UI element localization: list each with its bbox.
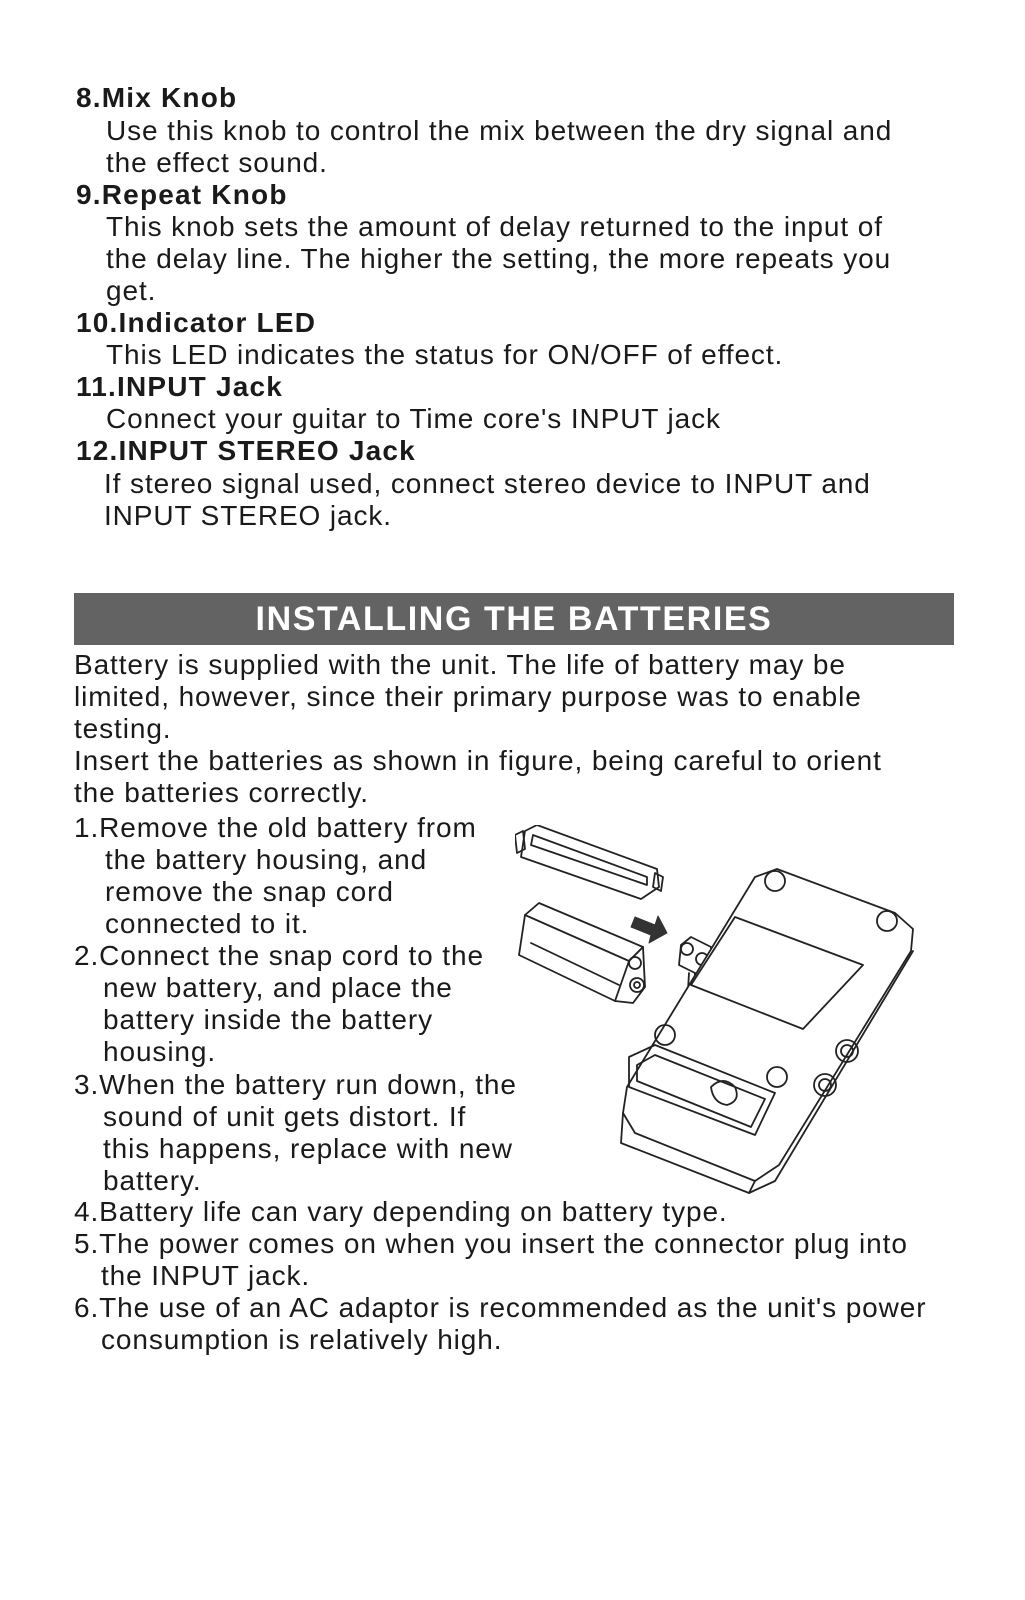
- step-line: sound of unit gets distort. If: [103, 1101, 467, 1132]
- feature-text: This LED indicates the status for ON/OFF of effect.: [106, 339, 784, 370]
- feature-heading: 10.Indicator LED: [76, 307, 317, 338]
- feature-text: the delay line. The higher the setting, the more repeats you: [106, 243, 892, 274]
- battery-installation-figure: [515, 825, 935, 1195]
- intro-line: Battery is supplied with the unit. The life of battery may be: [74, 649, 846, 680]
- section-title-banner: INSTALLING THE BATTERIES: [74, 593, 954, 645]
- intro-line: limited, however, since their primary purpose was to enable: [74, 681, 862, 712]
- intro-line: testing.: [74, 713, 172, 744]
- feature-text: the effect sound.: [106, 147, 328, 178]
- step-line: 2.Connect the snap cord to the: [74, 940, 484, 971]
- feature-text: INPUT STEREO jack.: [104, 500, 392, 531]
- feature-text: If stereo signal used, connect stereo device to INPUT and: [104, 468, 871, 499]
- step-line: the battery housing, and: [105, 844, 428, 875]
- arrow-right-icon: [631, 916, 667, 943]
- battery-cover-icon: [515, 825, 663, 899]
- pedal-unit-icon: [621, 869, 913, 1193]
- feature-heading: 11.INPUT Jack: [76, 371, 284, 402]
- step-line: 5.The power comes on when you insert the connector plug into: [74, 1228, 908, 1259]
- feature-heading: 12.INPUT STEREO Jack: [76, 435, 416, 466]
- step-line: battery.: [103, 1165, 202, 1196]
- feature-text: This knob sets the amount of delay returned to the input of: [106, 211, 883, 242]
- step-line: consumption is relatively high.: [101, 1324, 503, 1355]
- step-line: 4.Battery life can vary depending on battery type.: [74, 1196, 728, 1227]
- step-line: battery inside the battery: [103, 1004, 434, 1035]
- feature-text: Connect your guitar to Time core's INPUT jack: [106, 403, 721, 434]
- intro-line: Insert the batteries as shown in figure, being careful to orient: [74, 745, 882, 776]
- step-line: the INPUT jack.: [101, 1260, 311, 1291]
- feature-text: get.: [106, 275, 157, 306]
- step-line: 6.The use of an AC adaptor is recommended as the unit's power: [74, 1292, 927, 1323]
- step-line: connected to it.: [105, 908, 310, 939]
- intro-line: the batteries correctly.: [74, 777, 369, 808]
- feature-heading: 8.Mix Knob: [76, 82, 238, 113]
- feature-text: Use this knob to control the mix between the dry signal and: [106, 115, 893, 146]
- battery-9v-icon: [519, 903, 645, 1003]
- step-line: this happens, replace with new: [103, 1133, 513, 1164]
- step-line: 1.Remove the old battery from: [74, 812, 477, 843]
- step-line: housing.: [103, 1036, 217, 1067]
- feature-heading: 9.Repeat Knob: [76, 179, 288, 210]
- step-line: remove the snap cord: [105, 876, 394, 907]
- step-line: new battery, and place the: [103, 972, 453, 1003]
- step-line: 3.When the battery run down, the: [74, 1069, 517, 1100]
